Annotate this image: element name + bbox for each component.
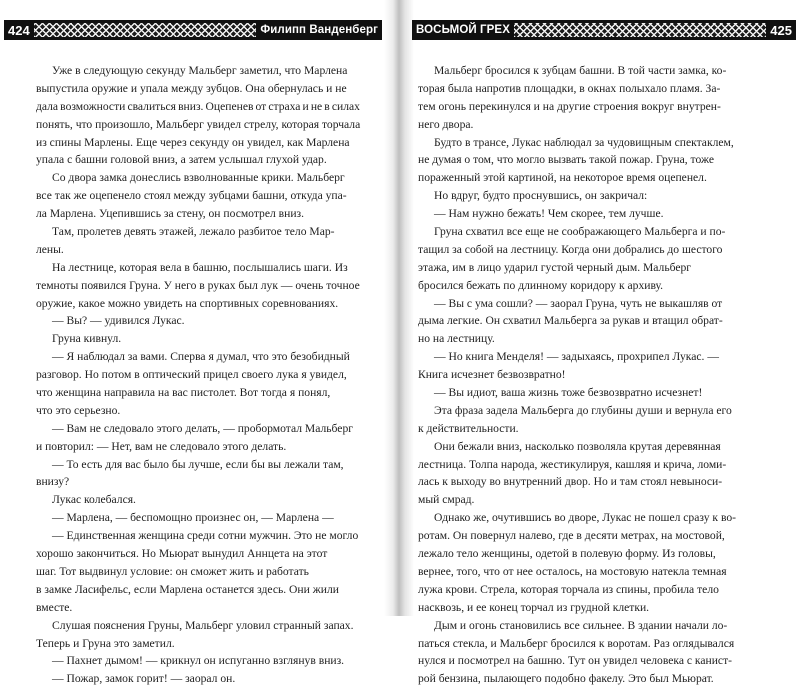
text-line: Однако же, очутившись во дворе, Лукас не пошел сразу к во- xyxy=(434,511,736,525)
text-line: выпустила оружие и упала между зубцов. Она обернулась и не xyxy=(36,81,347,95)
text-line: дыма легкие. Он схватил Мальберга за рукав и втащил обрат- xyxy=(418,314,723,328)
text-line: понять, что произошло, Мальберг увидел стрелу, которая торчала xyxy=(36,117,361,131)
text-line: лежало тело женщины, одетой в полевую форму. Из головы, xyxy=(418,547,716,561)
text-line: лестница. Толпа народа, жестикулируя, кашляя и крича, ломи- xyxy=(418,457,727,471)
right-running-header xyxy=(412,20,796,40)
text-line: Мальберг бросился к зубцам башни. В той части замка, ко- xyxy=(434,64,727,77)
left-running-head-title: Филипп Ванденберг xyxy=(260,24,378,36)
text-line: Груна схватил все еще не соображающего Мальберга и по- xyxy=(434,225,726,239)
text-line: рой бензина, пылающего подобно факелу. Это был Мьюрат. xyxy=(418,672,714,686)
text-line: разговор. Но потом в оптический прицел своего лука я увидел, xyxy=(36,368,347,382)
text-line: ла Марлена. Уцепившись за стену, он посмотрел вниз. xyxy=(36,207,305,221)
text-line: в замке Ласифельс, если Марлена останется здесь. Они жили xyxy=(36,582,339,596)
text-line: не думая о том, что могло вызвать такой пожар. Груна, тоже xyxy=(418,153,714,167)
text-line: Груна кивнул. xyxy=(52,332,122,346)
text-line: этажа, им в лицо ударил густой черный дым. Мальберг xyxy=(418,260,692,274)
text-line: — Вы? — удивился Лукас. xyxy=(52,314,185,328)
text-line: Теперь и Груна это заметил. xyxy=(36,636,175,650)
text-line: Будто в трансе, Лукас наблюдал за чудовищным спектаклем, xyxy=(434,135,734,149)
left-page-text xyxy=(36,62,360,688)
text-line: — Марлена, — беспомощно произнес он, — Марлена — xyxy=(52,511,334,525)
text-line: насквозь, и ее конец торчал из грудной клетки. xyxy=(418,600,650,614)
text-line: — Нам нужно бежать! Чем скорее, тем лучше. xyxy=(434,207,664,221)
text-line: внизу? xyxy=(36,475,70,489)
right-page-number: 425 xyxy=(770,22,792,38)
text-line: него двора. xyxy=(418,117,474,131)
text-line: — Пахнет дымом! — крикнул он испуганно взглянув вниз. xyxy=(52,654,345,668)
text-line: — Но книга Менделя! — задыхаясь, прохрипел Лукас. — xyxy=(434,350,719,364)
text-line: торая была напротив площадки, в окнах полыхало пламя. За- xyxy=(418,81,721,95)
text-line: что женщина направила на вас пистолет. Вот тогда я понял, xyxy=(36,386,331,400)
right-page xyxy=(410,0,800,686)
text-line: ротам. Он повернул налево, где в десяти метрах, на мостовой, xyxy=(418,529,725,543)
text-line: все так же оцепенело стоял между зубцами башни, откуда упа- xyxy=(36,189,347,203)
text-line: нулся и посмотрел на башню. Тут он увидел человека с канист- xyxy=(418,654,733,668)
text-line: упала с башни головой вниз, а затем услышал глухой удар. xyxy=(36,153,327,167)
text-line: Уже в следующую секунду Мальберг заметил, что Марлена xyxy=(52,64,348,77)
text-line: что это серьезно. xyxy=(36,403,121,417)
text-line: тем огонь перекинулся и на другие строения вокруг внутрен- xyxy=(418,99,721,113)
text-line: вернее, того, что от нее осталось, на мостовую натекла темная xyxy=(418,564,727,578)
text-line: темноты появился Груна. У него в руках был лук — очень точное xyxy=(36,278,360,292)
text-line: — Я наблюдал за вами. Сперва я думал, что это безобидный xyxy=(52,350,350,364)
right-page-text xyxy=(418,62,784,688)
left-page-number: 424 xyxy=(8,22,30,38)
text-line: тащил за собой на лестницу. Когда они добрались до шестого xyxy=(418,242,723,256)
text-line: шаг. Тот выдвинул условие: он сможет жить и работать xyxy=(36,564,309,578)
text-line: Со двора замка донеслись взволнованные крики. Мальберг xyxy=(52,171,345,185)
ornament-band xyxy=(34,23,257,37)
right-running-head-title: ВОСЬМОЙ ГРЕХ xyxy=(416,24,510,36)
text-line: паться стекла, и Мальберг бросился к воротам. Раз оглядывался xyxy=(418,636,735,650)
text-line: Они бежали вниз, насколько позволяла крутая деревянная xyxy=(434,439,721,453)
text-line: Но вдруг, будто проснувшись, он закричал: xyxy=(434,189,648,203)
text-line: Там, пролетев девять этажей, лежало разбитое тело Мар- xyxy=(52,225,335,239)
text-line: вместе. xyxy=(36,600,73,614)
text-line: мый смрад. xyxy=(418,493,475,507)
text-line: — Вам не следовало этого делать, — пробормотал Мальберг xyxy=(52,421,354,435)
text-line: лась к выходу во внутренний двор. Но и там стоял невыноси- xyxy=(418,475,723,489)
text-line: лужа крови. Стрела, которая торчала из спины, пробила тело xyxy=(418,582,719,596)
text-line: оружие, какое можно увидеть на спортивных соревнованиях. xyxy=(36,296,339,310)
text-line: Лукас колебался. xyxy=(52,493,136,507)
text-line: — Единственная женщина среди сотни мужчин. Это не могло xyxy=(52,529,359,543)
text-line: пораженный этой картиной, на некоторое время оцепенел. xyxy=(418,171,707,185)
text-line: из спины Марлены. Еще через секунду он увидел, как Марлена xyxy=(36,135,350,149)
text-line: — То есть для вас было бы лучше, если бы вы лежали там, xyxy=(52,457,344,471)
text-line: но на лестницу. xyxy=(418,332,495,346)
text-line: к действительности. xyxy=(418,421,519,435)
left-page xyxy=(0,0,386,686)
ornament-band xyxy=(514,23,766,37)
text-line: дала возможности свалиться вниз. Оцепенев от страха и не в силах xyxy=(36,99,360,113)
left-running-header xyxy=(4,20,382,40)
text-line: Дым и огонь становились все сильнее. В здании начали ло- xyxy=(434,618,728,632)
text-line: хорошо закончиться. Но Мьюрат вынудил Аннцета на этот xyxy=(36,547,328,561)
text-line: и повторил: — Нет, вам не следовало этого делать. xyxy=(36,439,287,453)
text-line: Эта фраза задела Мальберга до глубины души и вернула его xyxy=(434,403,732,417)
text-line: — Вы идиот, ваша жизнь тоже безвозвратно исчезнет! xyxy=(434,386,703,400)
text-line: бросился бежать по длинному коридору к архиву. xyxy=(418,278,664,292)
text-line: — Вы с ума сошли? — заорал Груна, чуть не выкашляв от xyxy=(434,296,723,310)
text-line: На лестнице, которая вела в башню, послышались шаги. Из xyxy=(52,260,348,274)
text-line: Слушая пояснения Груны, Мальберг уловил странный запах. xyxy=(52,618,354,632)
text-line: — Пожар, замок горит! — заорал он. xyxy=(52,672,236,686)
text-line: Книга исчезнет безвозвратно! xyxy=(418,368,566,382)
text-line: лены. xyxy=(36,242,64,256)
